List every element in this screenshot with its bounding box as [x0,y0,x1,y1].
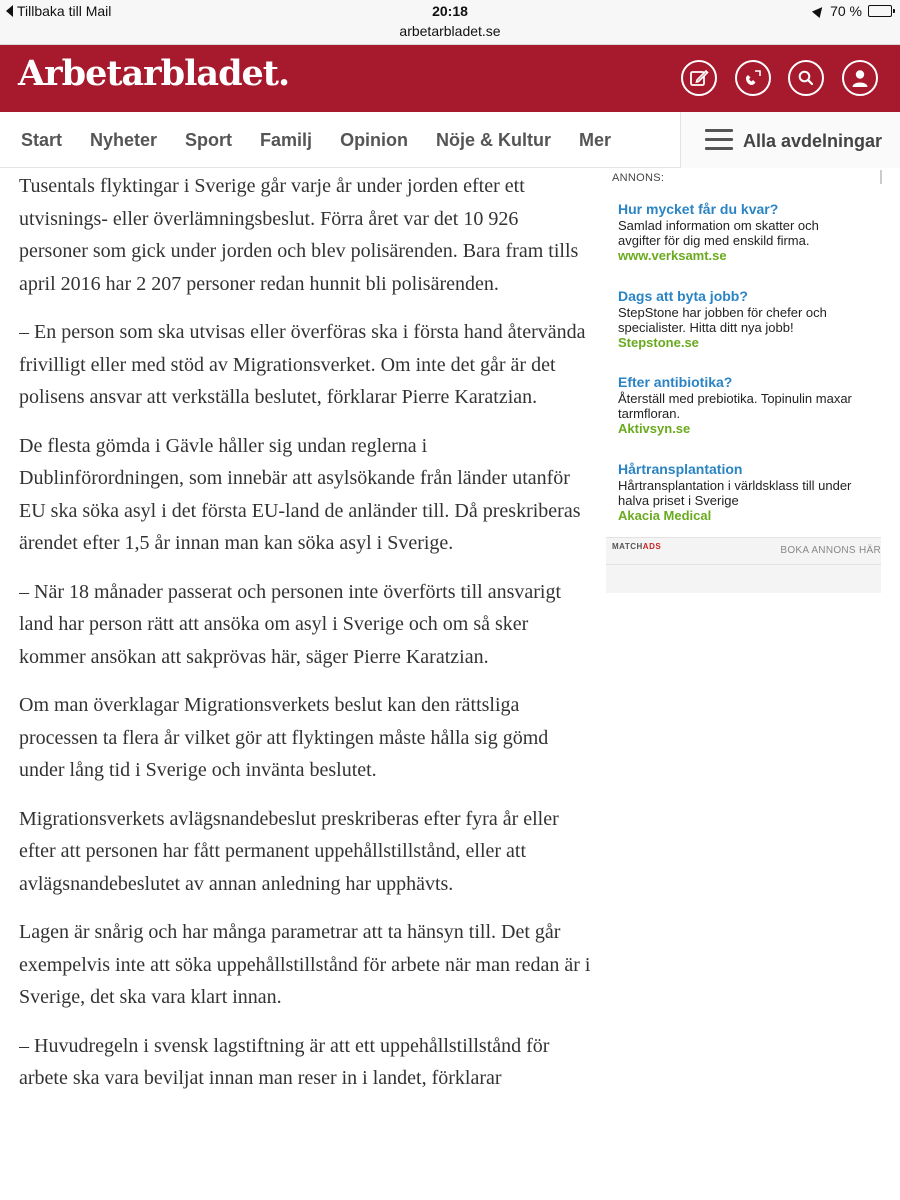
ad-panel [606,168,881,593]
nav-item-nyheter[interactable]: Nyheter [90,130,158,150]
ad-link[interactable]: www.verksamt.se [618,248,727,263]
nav-item-noje-kultur[interactable]: Nöje & Kultur [436,130,552,150]
matchads-logo[interactable]: MATCHADS [612,542,662,551]
search-button[interactable] [788,60,824,96]
article-body [19,168,591,1200]
article-paragraph: – Huvudregeln i svensk lagstiftning är att ett uppehållstillstånd för arbete ska vara beviljat innan man reser in i landet, förklarar [19,1034,550,1089]
status-indicators [814,3,892,19]
ad-title[interactable]: Hur mycket får du kvar? [618,201,779,217]
ad-item[interactable] [618,288,881,351]
status-bar [0,0,900,45]
article-paragraph: Lagen är snårig och har många parametrar att ta hänsyn till. Det går exempelvis inte att söka uppehållstillstånd för arbete när man redan är i Sverige, det ska vara klart innan. [19,921,591,1008]
user-icon [850,68,870,88]
ad-text: halva priset i Sverige [618,493,739,508]
divider [606,564,881,565]
back-label: Tillbaka till Mail [17,3,112,19]
nav-item-opinion[interactable]: Opinion [340,130,409,150]
clock: 20:18 [432,3,468,19]
nav-item-mer[interactable]: Mer [579,130,612,150]
ad-item[interactable] [618,461,881,524]
ad-text: Återställ med prebiotika. Topinulin maxar [618,391,852,406]
article-paragraph: Om man överklagar Migrationsverkets beslut kan den rättsliga processen ta flera år vilket gör att flyktingen måste hålla sig gömd under lång tid i Sverige och invänta beslutet. [19,694,549,781]
ad-link[interactable]: Aktivsyn.se [618,421,691,436]
article-paragraph: De flesta gömda i Gävle håller sig undan reglerna i Dublinförordningen, som innebär att asylsökande från länder utanför EU ska söka asyl i det första EU-land de anländer till. Då preskriberas ärendet efter 1,5 år innan man kan söka asyl i Sverige. [19,434,581,554]
nav-item-familj[interactable]: Familj [260,130,313,150]
ad-link[interactable]: Stepstone.se [618,335,699,350]
ad-scrollbar[interactable] [880,170,882,184]
ad-link[interactable]: Akacia Medical [618,508,712,523]
nav-items [21,112,639,168]
article-paragraph: – När 18 månader passerat och personen inte överförts till ansvarigt land har person rätt att ansöka om asyl i Sverige och om så sker kommer ansökan att sakprövas här, säger Pierre Karatzian. [19,580,562,668]
site-logo[interactable]: Arbetarbladet. [18,53,290,94]
ad-text: Samlad information om skatter och [618,218,819,233]
hamburger-menu-icon [705,129,733,151]
ad-title[interactable]: Dags att byta jobb? [618,288,748,304]
battery-icon [868,5,892,17]
article-paragraph: Tusentals flyktingar i Sverige går varje år under jorden efter ett utvisnings- eller överlämningsbeslut. Förra året var det 10 926 personer som gick under jorden och blev polisärenden. Bara fram tills april 2016 har 2 207 personer redan hunnit bli polisärenden. [19,175,579,295]
ad-label: ANNONS: [612,172,665,184]
all-sections-button[interactable] [680,112,900,168]
ad-footer [606,537,881,593]
nav-item-sport[interactable]: Sport [185,130,233,150]
ad-text: specialister. Hitta ditt nya jobb! [618,320,794,335]
ad-text: avgifter för dig med enskild firma. [618,233,810,248]
ad-text: Hårtransplantation i världsklass till under [618,478,852,493]
search-icon [796,68,816,88]
edit-button[interactable] [681,60,717,96]
ad-text: StepStone har jobben för chefer och [618,305,827,320]
ad-title[interactable]: Hårtransplantation [618,461,743,477]
phone-button[interactable] [735,60,771,96]
address-url[interactable]: arbetarbladet.se [399,23,501,39]
site-header [0,45,900,112]
phone-icon [743,68,763,88]
battery-percent: 70 % [830,3,862,19]
main-nav [0,112,900,168]
ad-item[interactable] [618,201,881,264]
all-sections-label: Alla avdelningar [743,131,883,151]
article-paragraph: Migrationsverkets avlägsnandebeslut preskriberas efter fyra år eller efter att personen har fått permanent uppehållstillstånd, eller att avlägsnandebeslutet av annan anledning har upphävts. [19,807,559,895]
book-ad-link[interactable]: BOKA ANNONS HÄR [780,545,881,556]
ad-text: tarmfloran. [618,406,681,421]
user-account-button[interactable] [842,60,878,96]
nav-item-start[interactable]: Start [21,130,63,150]
ad-title[interactable]: Efter antibiotika? [618,374,733,390]
edit-icon [689,68,709,88]
ad-item[interactable] [618,374,881,437]
location-arrow-icon [812,4,826,18]
article-paragraph: – En person som ska utvisas eller överföras ska i första hand återvända frivilligt eller med stöd av Migrationsverket. Om inte det går är det polisens ansvar att verkställa beslutet, förklarar Pierre Karatzian. [19,321,586,408]
